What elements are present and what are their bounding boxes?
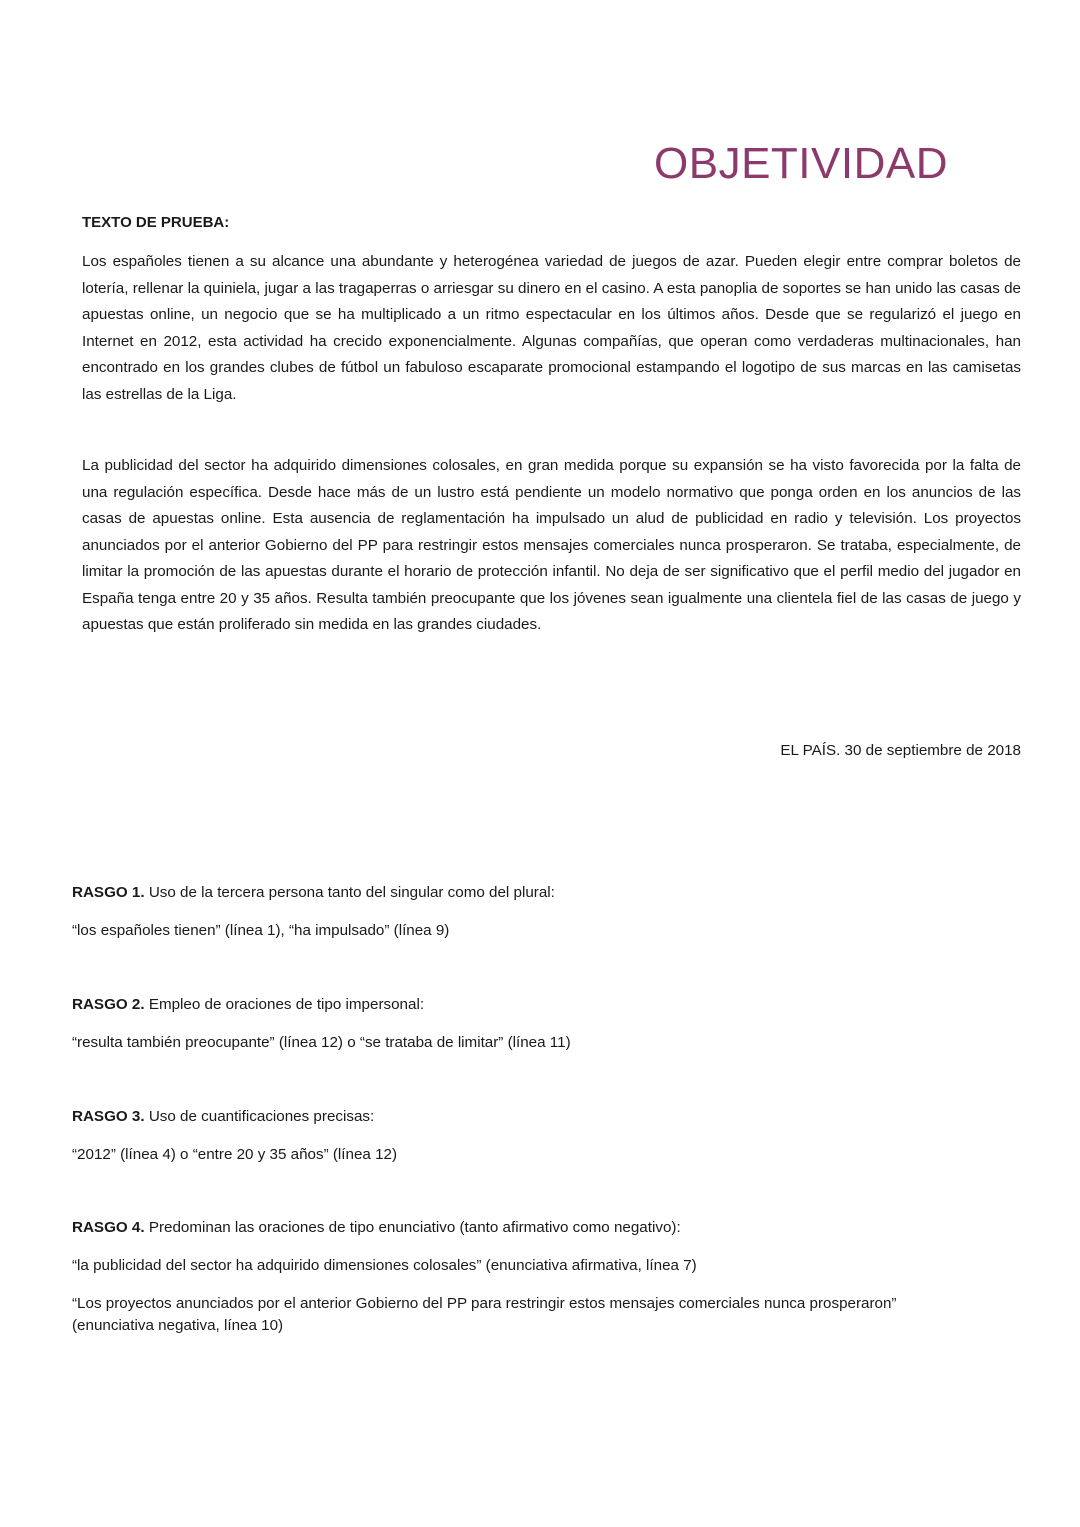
rasgo-example: “la publicidad del sector ha adquirido dimensiones colosales” (enunciativa afirmativa, línea 7) [72,1257,697,1274]
rasgo-description: Predominan las oraciones de tipo enunciativo (tanto afirmativo como negativo): [144,1219,681,1236]
rasgo-label: RASGO 2. [72,996,145,1013]
rasgo-example: “Los proyectos anunciados por el anterior Gobierno del PP para restringir estos mensajes comerciales nunca prosperaron” (enunciativa negativa, línea 10) [72,1295,897,1334]
rasgo-example: “2012” (línea 4) o “entre 20 y 35 años” (línea 12) [72,1146,398,1163]
rasgo-description: Empleo de oraciones de tipo impersonal: [144,996,425,1013]
test-text-label: TEXTO DE PRUEBA: [82,214,230,231]
paragraph-1: Los españoles tienen a su alcance una abundante y heterogénea variedad de juegos de azar. Pueden elegir entre comprar boletos de lotería, rellenar la quiniela, jugar a las tragaperras o arriesgar su dinero en el casino. A esta panoplia de soportes se han unido las casas de apuestas online, un negocio que se ha multiplicado a un ritmo espectacular en los últimos años. Desde que se regularizó el juego en Internet en 2012, esta actividad ha crecido exponencialmente. Algunas compañías, que operan como verdaderas multinacionales, han encontrado en los grandes clubes de fútbol un fabuloso escaparate promocional estampando el logotipo de sus marcas en las camisetas las estrellas de la Liga. [82,253,1021,403]
rasgo-description: Uso de cuantificaciones precisas: [144,1108,375,1125]
rasgo-label: RASGO 1. [72,884,145,901]
rasgo-label: RASGO 3. [72,1108,145,1125]
rasgo-label: RASGO 4. [72,1219,145,1236]
page-title: OBJETIVIDAD [654,139,948,188]
rasgo-heading [72,994,952,1016]
rasgo-1 [72,882,952,942]
rasgo-2 [72,994,952,1054]
rasgo-heading [72,1106,952,1128]
rasgo-description: Uso de la tercera persona tanto del singular como del plural: [144,884,555,901]
rasgo-heading [72,1217,952,1239]
source-citation: EL PAÍS. 30 de septiembre de 2018 [780,742,1021,759]
rasgo-4 [72,1217,952,1337]
paragraph-2: La publicidad del sector ha adquirido dimensiones colosales, en gran medida porque su expansión se ha visto favorecida por la falta de una regulación específica. Desde hace más de un lustro está pendiente un modelo normativo que ponga orden en los anuncios de las casas de apuestas online. Esta ausencia de reglamentación ha impulsado un alud de publicidad en radio y televisión. Los proyectos anunciados por el anterior Gobierno del PP para restringir estos mensajes comerciales nunca prosperaron. Se trataba, especialmente, de limitar la promoción de las apuestas durante el horario de protección infantil. No deja de ser significativo que el perfil medio del jugador en España tenga entre 20 y 35 años. Resulta también preocupante que los jóvenes sean igualmente una clientela fiel de las casas de juego y apuestas que están proliferado sin medida en las grandes ciudades. [82,457,1021,633]
rasgo-example: “resulta también preocupante” (línea 12) o “se trataba de limitar” (línea 11) [72,1034,571,1051]
rasgo-example: “los españoles tienen” (línea 1), “ha impulsado” (línea 9) [72,922,450,939]
rasgo-heading [72,882,952,904]
rasgo-3 [72,1106,952,1166]
